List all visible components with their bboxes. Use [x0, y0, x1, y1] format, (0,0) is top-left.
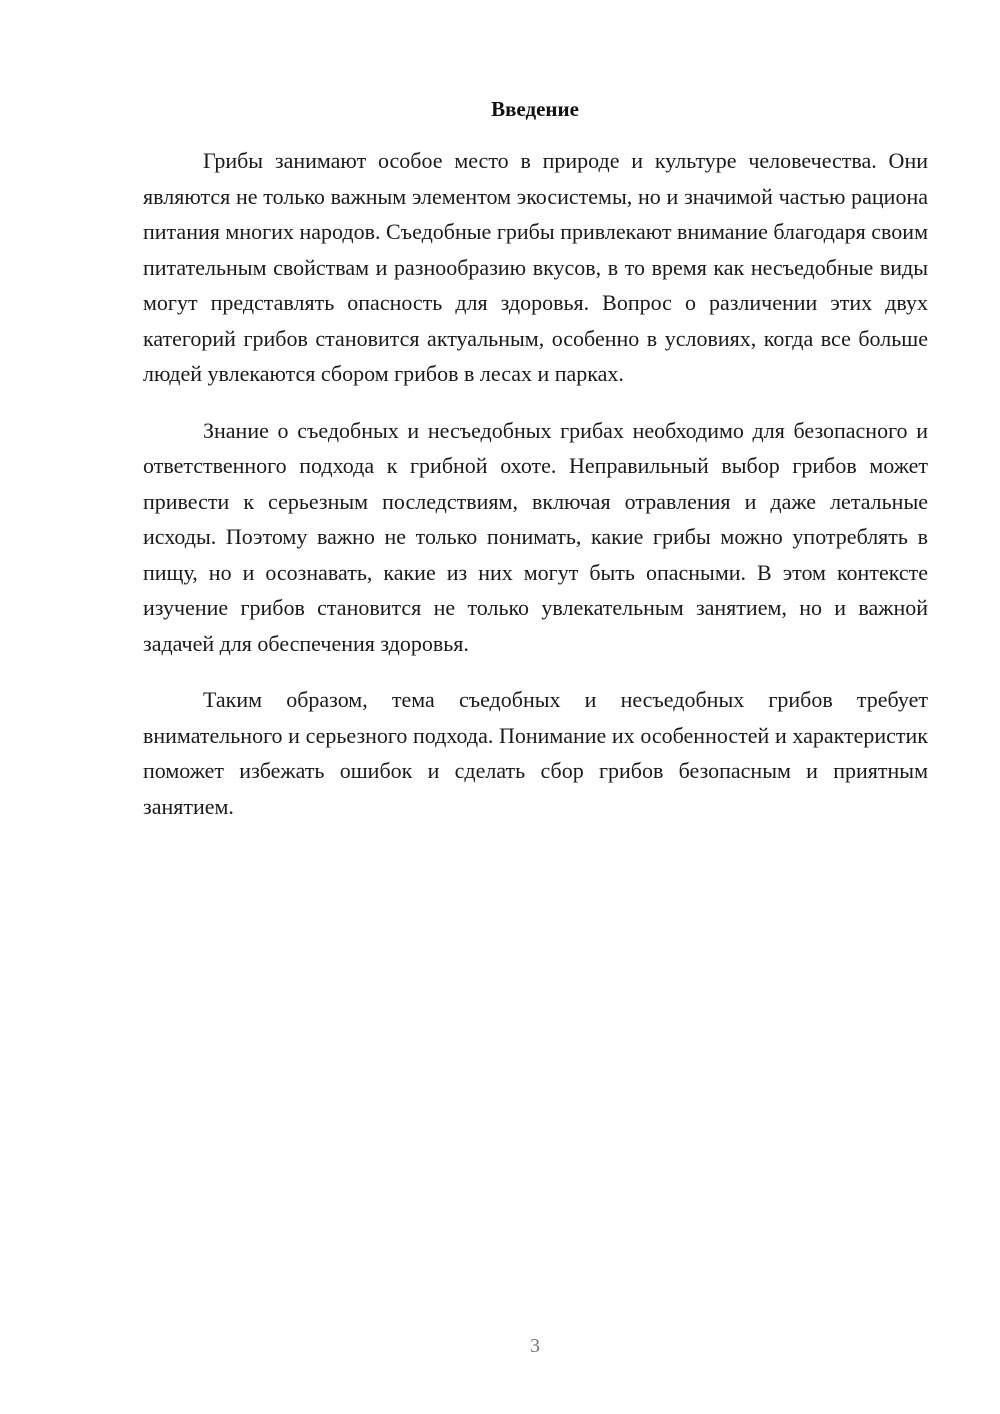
page-number: 3: [530, 1335, 540, 1357]
body-text: [143, 143, 928, 845]
paragraph-3: Таким образом, тема съедобных и несъедобных грибов требует внимательного и серьезного подхода. Понимание их особенностей и характеристик поможет избежать ошибок и сделать сбор грибов безопасным и приятным занятием.: [143, 687, 928, 819]
paragraph-1: Грибы занимают особое место в природе и культуре человечества. Они являются не только важным элементом экосистемы, но и значимой частью рациона питания многих народов. Съедобные грибы привлекают внимание благодаря своим питательным свойствам и разнообразию вкусов, в то время как несъедобные виды могут представлять опасность для здоровья. Вопрос о различении этих двух категорий грибов становится актуальным, особенно в условиях, когда все больше людей увлекаются сбором грибов в лесах и парках.: [143, 148, 928, 386]
paragraph-2: Знание о съедобных и несъедобных грибах необходимо для безопасного и ответственного подхода к грибной охоте. Неправильный выбор грибов может привести к серьезным последствиям, включая отравления и даже летальные исходы. Поэтому важно не только понимать, какие грибы можно употреблять в пищу, но и осознавать, какие из них могут быть опасными. В этом контексте изучение грибов становится не только увлекательным занятием, но и важной задачей для обеспечения здоровья.: [143, 417, 928, 656]
section-heading: Введение: [491, 97, 579, 121]
